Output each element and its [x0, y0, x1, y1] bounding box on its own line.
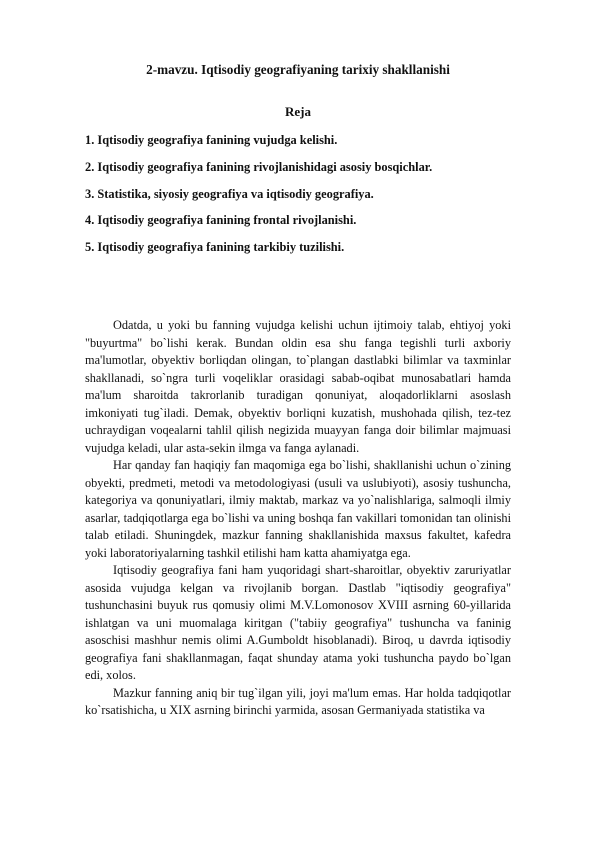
- plan-item-4: 4. Iqtisodiy geografiya fanining frontal rivojlanishi.: [85, 213, 357, 228]
- plan-item-2: 2. Iqtisodiy geografiya fanining rivojlanishidagi asosiy bosqichlar.: [85, 159, 433, 174]
- page-title: 2-mavzu. Iqtisodiy geografiyaning tarixiy shakllanishi: [146, 62, 450, 77]
- body-text: [85, 317, 511, 720]
- plan-list: [85, 132, 535, 266]
- plan-heading: Reja: [285, 104, 311, 119]
- paragraph-2: Har qanday fan haqiqiy fan maqomiga ega bo`lishi, shakllanishi uchun o`zining obyekti, predmeti, metodi va metodologiyasi (usuli va uslubiyoti), asosiy tushuncha, kategoriya va qonuniyatlari, ilmiy maktab, markaz va yo`nalishlariga, salmoqli ilmiy asarlar, tadqiqotlarga ega bo`lishi va uning boshqa fan vakillari tomonidan tan olinishi talab etiladi. Shuningdek, mazkur fanning shakllanishida maxsus fakultet, kafedra yoki laboratoriyalarning tashkil etilishi ham katta ahamiyatga ega.: [85, 458, 511, 560]
- paragraph-1: Odatda, u yoki bu fanning vujudga kelishi uchun ijtimoiy talab, ehtiyoj yoki "buyurtma" bo`lishi kerak. Bundan oldin esa shu fanga tegishli turli axboriy ma'lumotlar, obyektiv borliqdan olingan, to`plangan dastlabki bilimlar va taxminlar shakllanadi, so`ngra turli voqeliklar orasidagi sabab-oqibat munosabatlari hamda ma'lum sharoitda takrorlanib turadigan qonuniyat, aloqadorliklarni asoslash imkoniyati tug`iladi. Demak, obyektiv borliqni kuzatish, mushohada qilish, tez-tez uchraydigan voqealarni tahlil qilish negizida muayyan fanga doir bilimlar majmuasi vujudga keladi, ular asta-sekin ilmga va fanga aylanadi.: [85, 318, 511, 455]
- paragraph-4: Mazkur fanning aniq bir tug`ilgan yili, joyi ma'lum emas. Har holda tadqiqotlar ko`rsatishicha, u XIX asrning birinchi yarmida, asosan Germaniyada statistika va: [85, 685, 511, 717]
- plan-item-3: 3. Statistika, siyosiy geografiya va iqtisodiy geografiya.: [85, 186, 374, 201]
- plan-item-5: 5. Iqtisodiy geografiya fanining tarkibiy tuzilishi.: [85, 240, 345, 255]
- paragraph-3: Iqtisodiy geografiya fani ham yuqoridagi shart-sharoitlar, obyektiv zaruriyatlar asosida vujudga kelgan va rivojlanib borgan. Dastlab "iqtisodiy geografiya" tushunchasini buyuk rus qomusiy olimi M.V.Lomonosov XVIII asrning 60-yillarida ishlatgan va uni muomalaga kiritgan ("tabiiy geografiya" tushuncha va faninig asoschisi mashhur nemis olimi A.Gumboldt hisoblanadi). Biroq, u davrda iqtisodiy geografiya fani shakllanmagan, faqat shunday atama yoki tushuncha paydo bo`lgan edi, xolos.: [85, 563, 511, 682]
- plan-item-1: 1. Iqtisodiy geografiya fanining vujudga kelishi.: [85, 133, 338, 147]
